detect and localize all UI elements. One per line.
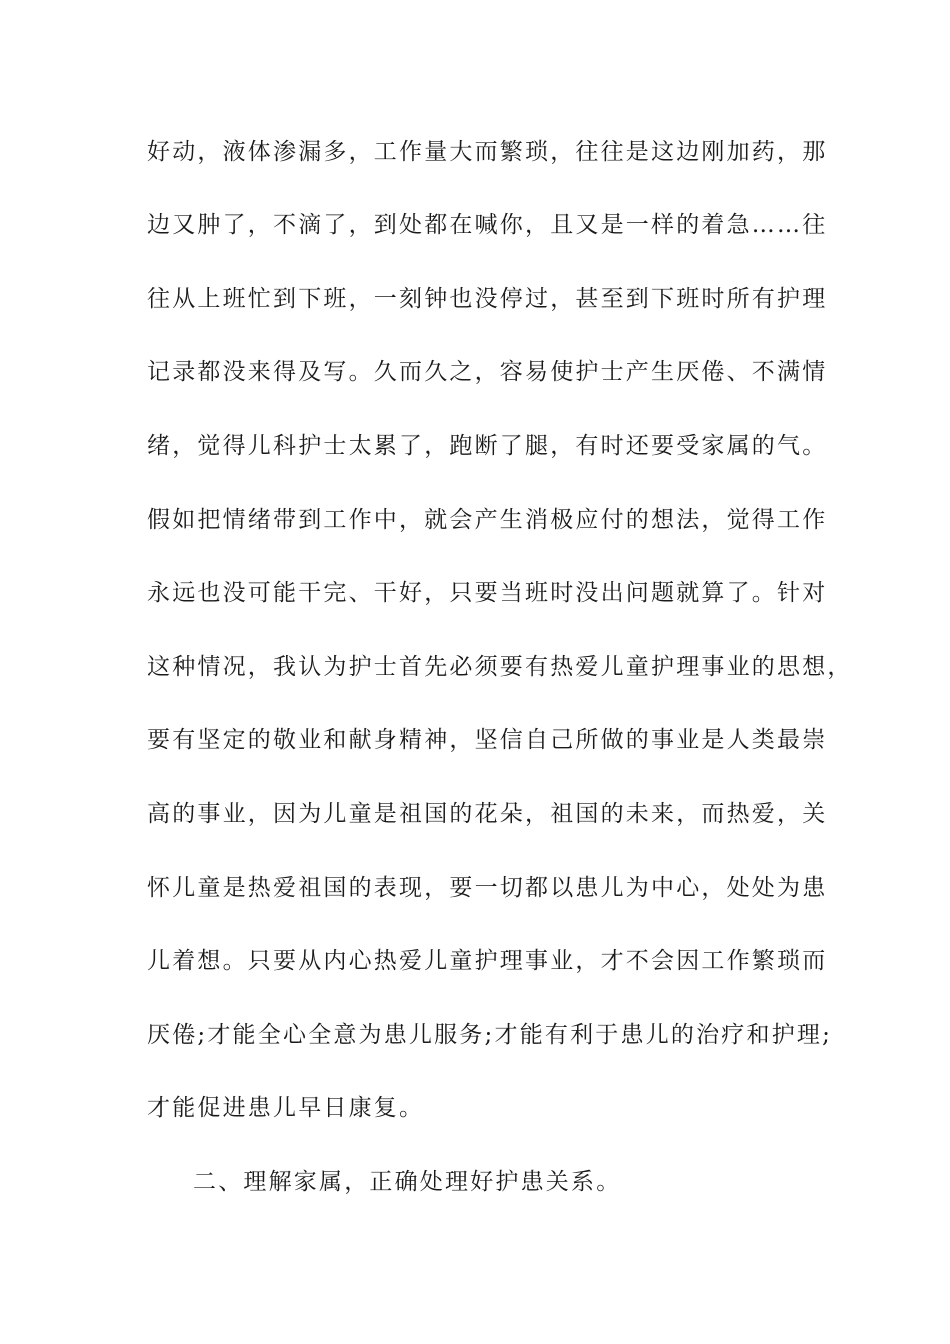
paragraph-line-6: 假如把情绪带到工作中，就会产生消极应付的想法，觉得工作	[147, 507, 828, 533]
paragraph-line-11: 怀儿童是热爱祖国的表现，要一切都以患儿为中心，处处为患	[147, 875, 828, 901]
paragraph-line-2: 边又肿了，不滴了，到处都在喊你，且又是一样的着急……往	[147, 212, 828, 238]
paragraph-line-14: 才能促进患儿早日康复。	[147, 1095, 425, 1121]
paragraph-line-13: 厌倦;才能全心全意为患儿服务;才能有利于患儿的治疗和护理;	[147, 1022, 833, 1048]
paragraph-line-10: 高的事业，因为儿童是祖国的花朵，祖国的未来，而热爱，关	[147, 801, 828, 827]
paragraph-line-4: 记录都没来得及写。久而久之，容易使护士产生厌倦、不满情	[147, 359, 828, 385]
paragraph-line-8: 这种情况，我认为护士首先必须要有热爱儿童护理事业的思想，	[147, 654, 853, 680]
paragraph-line-9: 要有坚定的敬业和献身精神，坚信自己所做的事业是人类最崇	[147, 727, 828, 753]
paragraph-line-12: 儿着想。只要从内心热爱儿童护理事业，才不会因工作繁琐而	[147, 948, 828, 974]
section-heading: 二、理解家属，正确处理好护患关系。	[193, 1169, 622, 1195]
paragraph-line-7: 永远也没可能干完、干好，只要当班时没出问题就算了。针对	[147, 580, 828, 606]
paragraph-line-1: 好动，液体渗漏多，工作量大而繁琐，往往是这边刚加药，那	[147, 139, 828, 165]
paragraph-line-3: 往从上班忙到下班，一刻钟也没停过，甚至到下班时所有护理	[147, 286, 828, 312]
paragraph-line-5: 绪，觉得儿科护士太累了，跑断了腿，有时还要受家属的气。	[147, 433, 828, 459]
